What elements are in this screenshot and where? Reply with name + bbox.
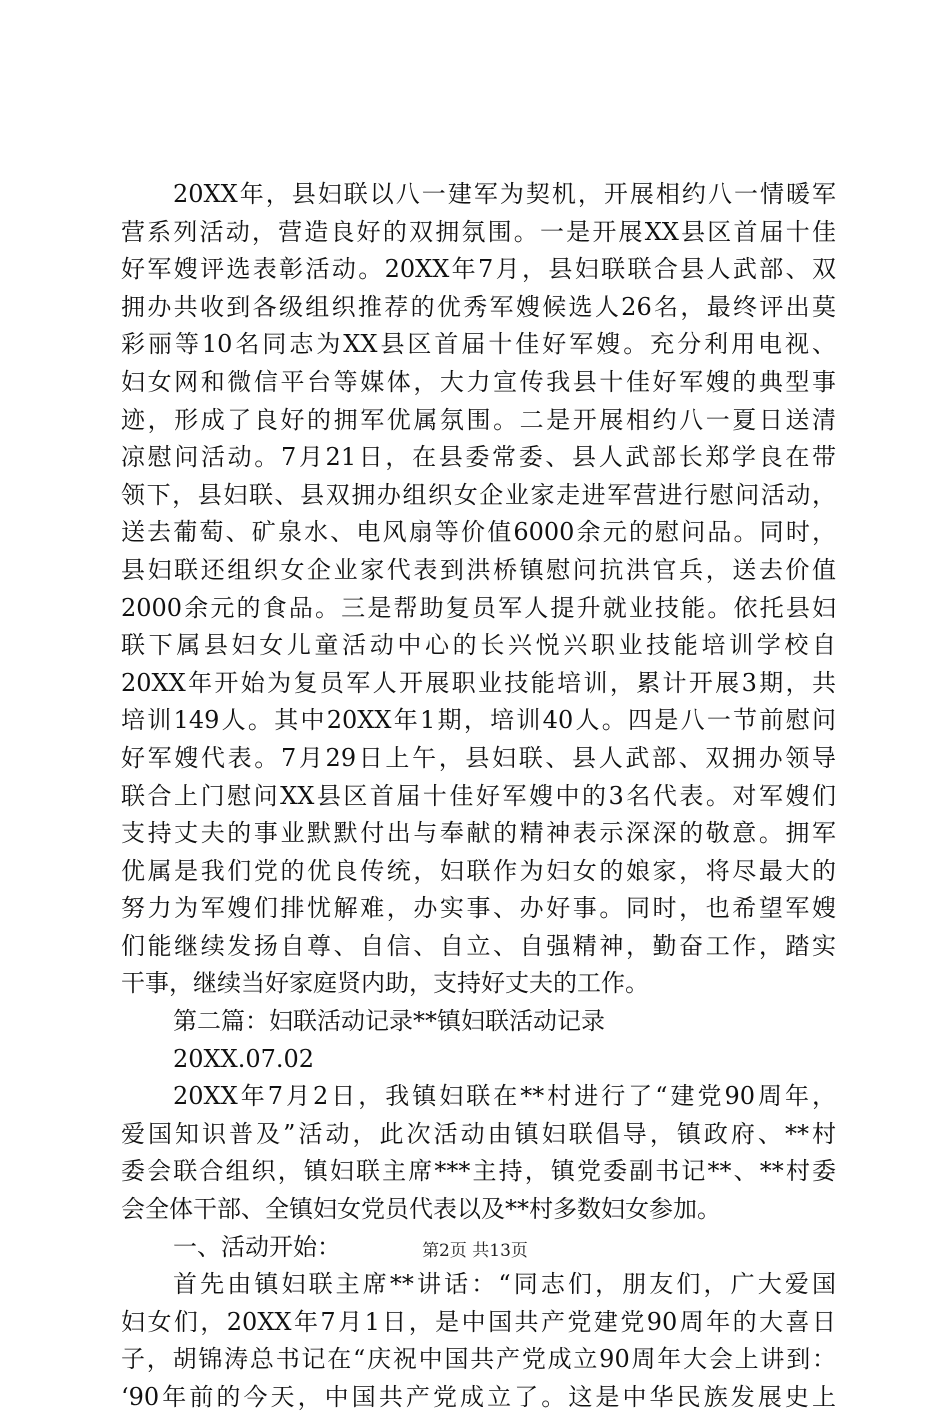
text-line: 迹，形成了良好的拥军优属氛围。二是开展相约八一夏日送清 xyxy=(121,405,836,434)
text-line: 凉慰问活动。7月21日，在县委常委、县人武部长郑学良在带 xyxy=(121,443,836,472)
text-line: 培训149人。其中20XX年1期，培训40人。四是八一节前慰问 xyxy=(121,706,836,735)
text-line: 20XX年7月2日，我镇妇联在**村进行了“建党90周年， xyxy=(173,1082,836,1111)
text-line: 拥办共收到各级组织推荐的优秀军嫂候选人26名，最终评出莫 xyxy=(121,292,836,321)
text-line: 2000余元的食品。三是帮助复员军人提升就业技能。依托县妇 xyxy=(121,593,836,622)
text-line: 好军嫂代表。7月29日上午，县妇联、县人武部、双拥办领导 xyxy=(121,743,836,772)
text-line: 联合上门慰问XX县区首届十佳好军嫂中的3名代表。对军嫂们 xyxy=(121,781,836,810)
text-line: 努力为军嫂们排忧解难，办实事、办好事。同时，也希望军嫂 xyxy=(121,894,836,923)
text-line: 联下属县妇女儿童活动中心的长兴悦兴职业技能培训学校自 xyxy=(121,631,836,660)
text-line: 送去葡萄、矿泉水、电风扇等价值6000余元的慰问品。同时， xyxy=(121,518,836,547)
text-line: 营系列活动，营造良好的双拥氛围。一是开展XX县区首届十佳 xyxy=(121,217,836,246)
text-line: 们能继续发扬自尊、自信、自立、自强精神，勤奋工作，踏实 xyxy=(121,931,836,960)
text-line: 优属是我们党的优良传统，妇联作为妇女的娘家，将尽最大的 xyxy=(121,856,836,885)
text-line: 领下，县妇联、县双拥办组织女企业家走进军营进行慰问活动， xyxy=(121,480,836,509)
text-line: 妇女网和微信平台等媒体，大力宣传我县十佳好军嫂的典型事 xyxy=(121,367,836,396)
document-body xyxy=(121,176,836,1417)
page-footer: 第2页 共13页 xyxy=(422,1241,528,1261)
text-line: 第二篇：妇联活动记录**镇妇联活动记录 xyxy=(173,1007,605,1036)
text-line: 彩丽等10名同志为XX县区首届十佳好军嫂。充分利用电视、 xyxy=(121,330,836,359)
text-line: 20XX年开始为复员军人开展职业技能培训，累计开展3期，共 xyxy=(121,668,836,697)
text-line: 县妇联还组织女企业家代表到洪桥镇慰问抗洪官兵，送去价值 xyxy=(121,555,836,584)
text-line: ‘90年前的今天，中国共产党成立了。这是中华民族发展史上 xyxy=(121,1383,836,1411)
text-line: 好军嫂评选表彰活动。20XX年7月，县妇联联合县人武部、双 xyxy=(121,255,836,284)
text-line: 20XX.07.02 xyxy=(173,1044,315,1073)
text-line: 会全体干部、全镇妇女党员代表以及**村多数妇女参加。 xyxy=(121,1195,721,1224)
text-line: 干事，继续当好家庭贤内助，支持好丈夫的工作。 xyxy=(121,969,649,998)
text-line: 子，胡锦涛总书记在“庆祝中国共产党成立90周年大会上讲到： xyxy=(121,1345,836,1374)
text-line: 爱国知识普及”活动，此次活动由镇妇联倡导，镇政府、**村 xyxy=(121,1119,836,1148)
text-line: 支持丈夫的事业默默付出与奉献的精神表示深深的敬意。拥军 xyxy=(121,819,836,848)
text-line: 一、活动开始： xyxy=(173,1232,341,1261)
text-line: 委会联合组织，镇妇联主席***主持，镇党委副书记**、**村委 xyxy=(121,1157,836,1186)
text-line: 妇女们，20XX年7月1日，是中国共产党建党90周年的大喜日 xyxy=(121,1307,836,1336)
text-line: 20XX年，县妇联以八一建军为契机，开展相约八一情暖军 xyxy=(173,180,836,208)
text-line: 首先由镇妇联主席**讲话：“同志们，朋友们，广大爱国 xyxy=(173,1270,836,1299)
